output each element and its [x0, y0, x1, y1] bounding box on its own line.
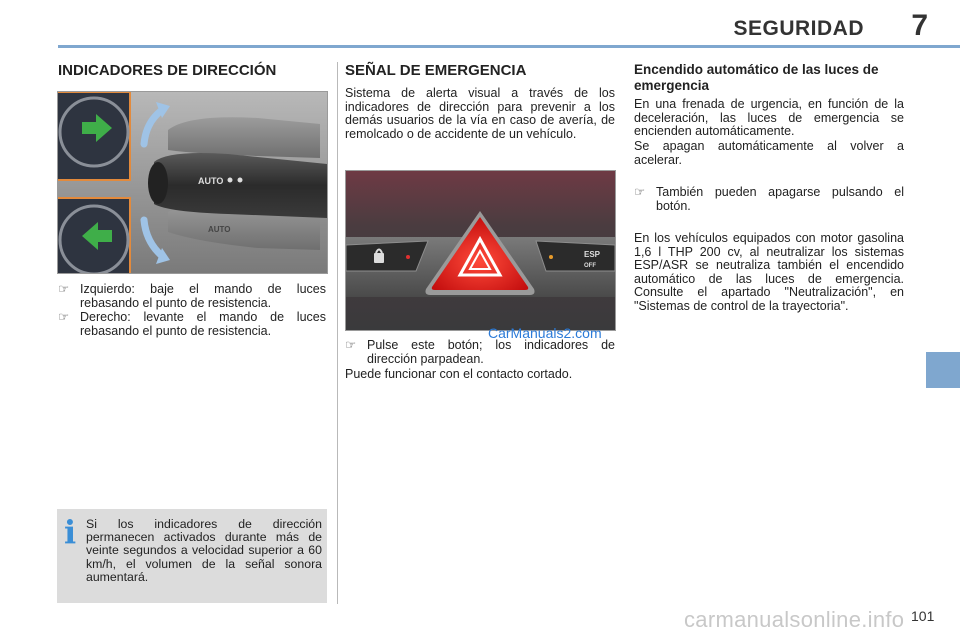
auto-hazard-p1: En una frenada de urgencia, en función de la deceleración, las luces de emergencia se encienden automáticamente. — [634, 97, 904, 139]
hand-pointer-icon: ☞ — [58, 282, 70, 296]
hand-pointer-icon: ☞ — [634, 185, 646, 199]
hazard-note: Puede funcionar con el contacto cortado. — [345, 367, 573, 381]
header-rule — [58, 45, 960, 48]
stalk-illustration — [58, 92, 327, 273]
chapter-number: 7 — [911, 9, 928, 42]
svg-text:AUTO: AUTO — [208, 225, 231, 234]
svg-text:OFF: OFF — [584, 263, 596, 269]
hazard-illustration — [346, 171, 615, 330]
hazard-button-image — [345, 170, 616, 331]
column-divider — [337, 62, 338, 604]
image-watermark: CarManuals2.com — [488, 325, 602, 341]
footer-watermark: carmanualsonline.info — [684, 607, 905, 632]
auto-hazard-heading: Encendido automático de las luces de emergencia — [634, 62, 879, 93]
section-title: SEGURIDAD — [733, 17, 864, 40]
svg-text:AUTO: AUTO — [198, 176, 224, 186]
hazard-heading: SEÑAL DE EMERGENCIA — [345, 62, 527, 79]
svg-text:ESP: ESP — [584, 250, 601, 259]
lock-icon — [374, 253, 384, 263]
hazard-intro: Sistema de alerta visual a través de los indicadores de dirección para prevenir a los demás usuarios de la vía en caso de avería, de remolcado o de accidente de un vehículo. — [345, 86, 615, 141]
bullet-right: ☞ Derecho: levante el mando de luces rebasando el punto de resistencia. — [58, 310, 326, 338]
turn-signals-heading: INDICADORES DE DIRECCIÓN — [58, 62, 277, 79]
auto-hazard-bullet: ☞ También pueden apagarse pulsando el botón. — [634, 185, 904, 213]
turn-signal-stalk-image — [57, 91, 328, 274]
auto-hazard-p3: En los vehículos equipados con motor gasolina 1,6 l THP 200 cv, al neutralizar los sistemas ESP/ASR se neutraliza también el encendido automático de las luces de emergencia. Consulte el apartado "Neutralización", en "Sistemas de control de la trayectoria". — [634, 231, 904, 313]
page-number: 101 — [911, 608, 935, 624]
turn-signal-bullets — [58, 283, 326, 338]
hand-pointer-icon: ☞ — [58, 310, 70, 325]
info-icon: i — [64, 513, 77, 551]
hand-pointer-icon: ☞ — [345, 338, 357, 352]
auto-hazard-p2: Se apagan automáticamente al volver a acelerar. — [634, 139, 904, 167]
bullet-left: ☞ Izquierdo: baje el mando de luces rebasando el punto de resistencia. — [58, 282, 326, 310]
chapter-tab — [926, 352, 960, 388]
hazard-bullet: ☞ Pulse este botón; los indicadores de dirección parpadean. — [345, 338, 615, 366]
info-text: Si los indicadores de dirección permanecen activados durante más de veinte segundos a velocidad superior a 60 km/h, el volumen de la señal sonora aumentará. — [86, 517, 322, 584]
